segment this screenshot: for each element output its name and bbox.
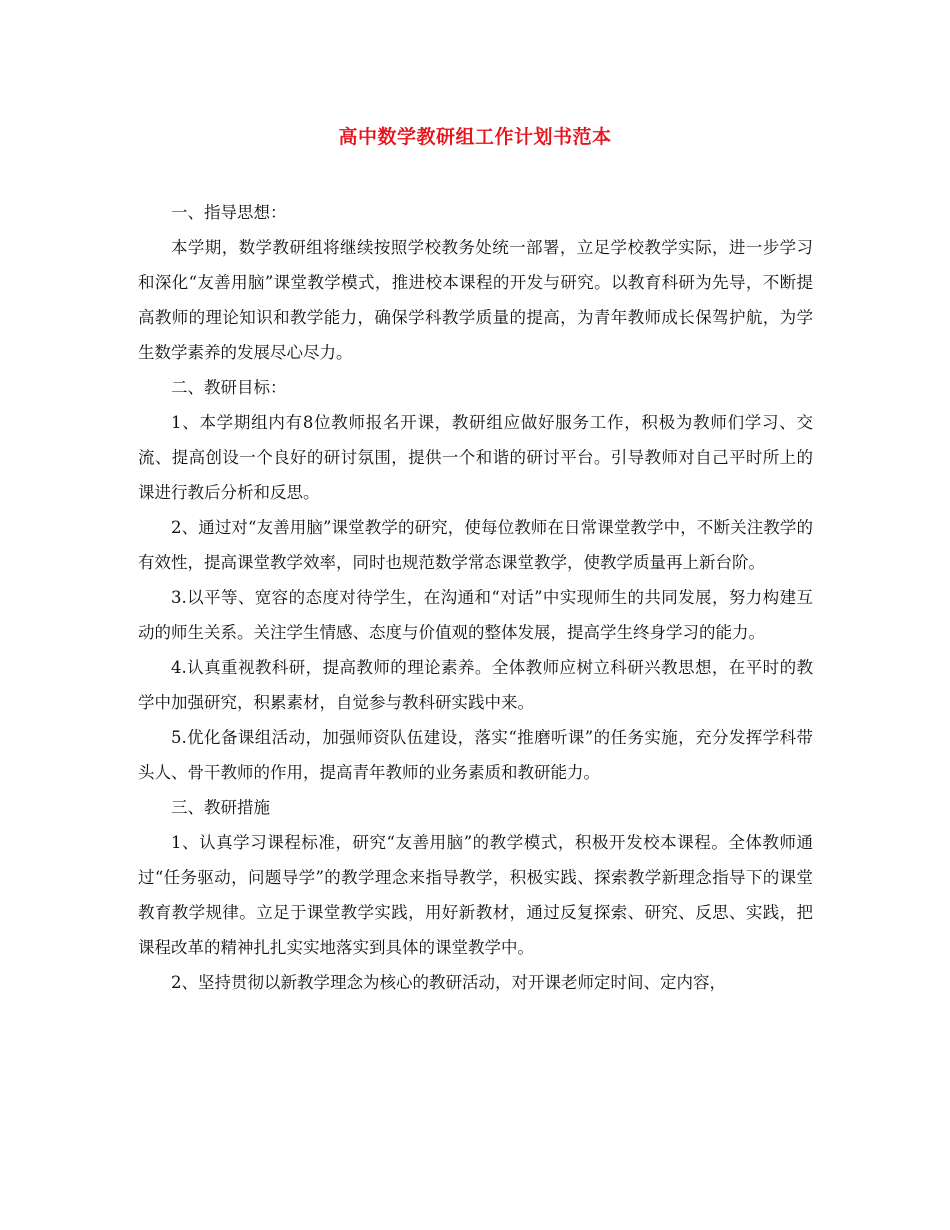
paragraph-goal-2: 2、通过对“友善用脑”课堂教学的研究，使每位教师在日常课堂教学中，不断关注教学的有效性，提高课堂教学效率，同时也规范数学常态课堂教学，使教学质量再上新台阶。 xyxy=(138,518,813,572)
section-heading-research-goals: 二、教研目标： xyxy=(171,378,287,397)
document-body xyxy=(138,195,813,1000)
section-heading-guiding-ideology: 一、指导思想： xyxy=(171,203,287,222)
paragraph-goal-4: 4.认真重视教科研，提高教师的理论素养。全体教师应树立科研兴教思想，在平时的教学中加强研究，积累素材，自觉参与教科研实践中来。 xyxy=(138,658,813,712)
paragraph-measure-1: 1、认真学习课程标准，研究“友善用脑”的教学模式，积极开发校本课程。全体教师通过“任务驱动，问题导学”的教学理念来指导教学，积极实践、探索教学新理念指导下的课堂教育教学规律。立足于课堂教学实践，用好新教材，通过反复探索、研究、反思、实践，把课程改革的精神扎扎实实地落实到具体的课堂教学中。 xyxy=(138,833,813,957)
document-title: 高中数学教研组工作计划书范本 xyxy=(338,126,612,148)
paragraph-goal-3: 3.以平等、宽容的态度对待学生，在沟通和“对话”中实现师生的共同发展，努力构建互动的师生关系。关注学生情感、态度与价值观的整体发展，提高学生终身学习的能力。 xyxy=(138,588,813,642)
section-heading-research-measures: 三、教研措施 xyxy=(171,798,270,817)
paragraph-goal-1: 1、本学期组内有8位教师报名开课，教研组应做好服务工作，积极为教师们学习、交流、提高创设一个良好的研讨氛围，提供一个和谐的研讨平台。引导教师对自己平时所上的课进行教后分析和反思。 xyxy=(138,413,813,502)
paragraph-guiding-ideology: 本学期，数学教研组将继续按照学校教务处统一部署，立足学校教学实际，进一步学习和深化“友善用脑”课堂教学模式，推进校本课程的开发与研究。以教育科研为先导，不断提高教师的理论知识和教学能力，确保学科教学质量的提高，为青年教师成长保驾护航，为学生数学素养的发展尽心尽力。 xyxy=(138,238,813,362)
paragraph-goal-5: 5.优化备课组活动，加强师资队伍建设，落实“推磨听课”的任务实施，充分发挥学科带头人、骨干教师的作用，提高青年教师的业务素质和教研能力。 xyxy=(138,728,813,782)
paragraph-measure-2: 2、坚持贯彻以新教学理念为核心的教研活动，对开课老师定时间、定内容， xyxy=(171,973,726,992)
